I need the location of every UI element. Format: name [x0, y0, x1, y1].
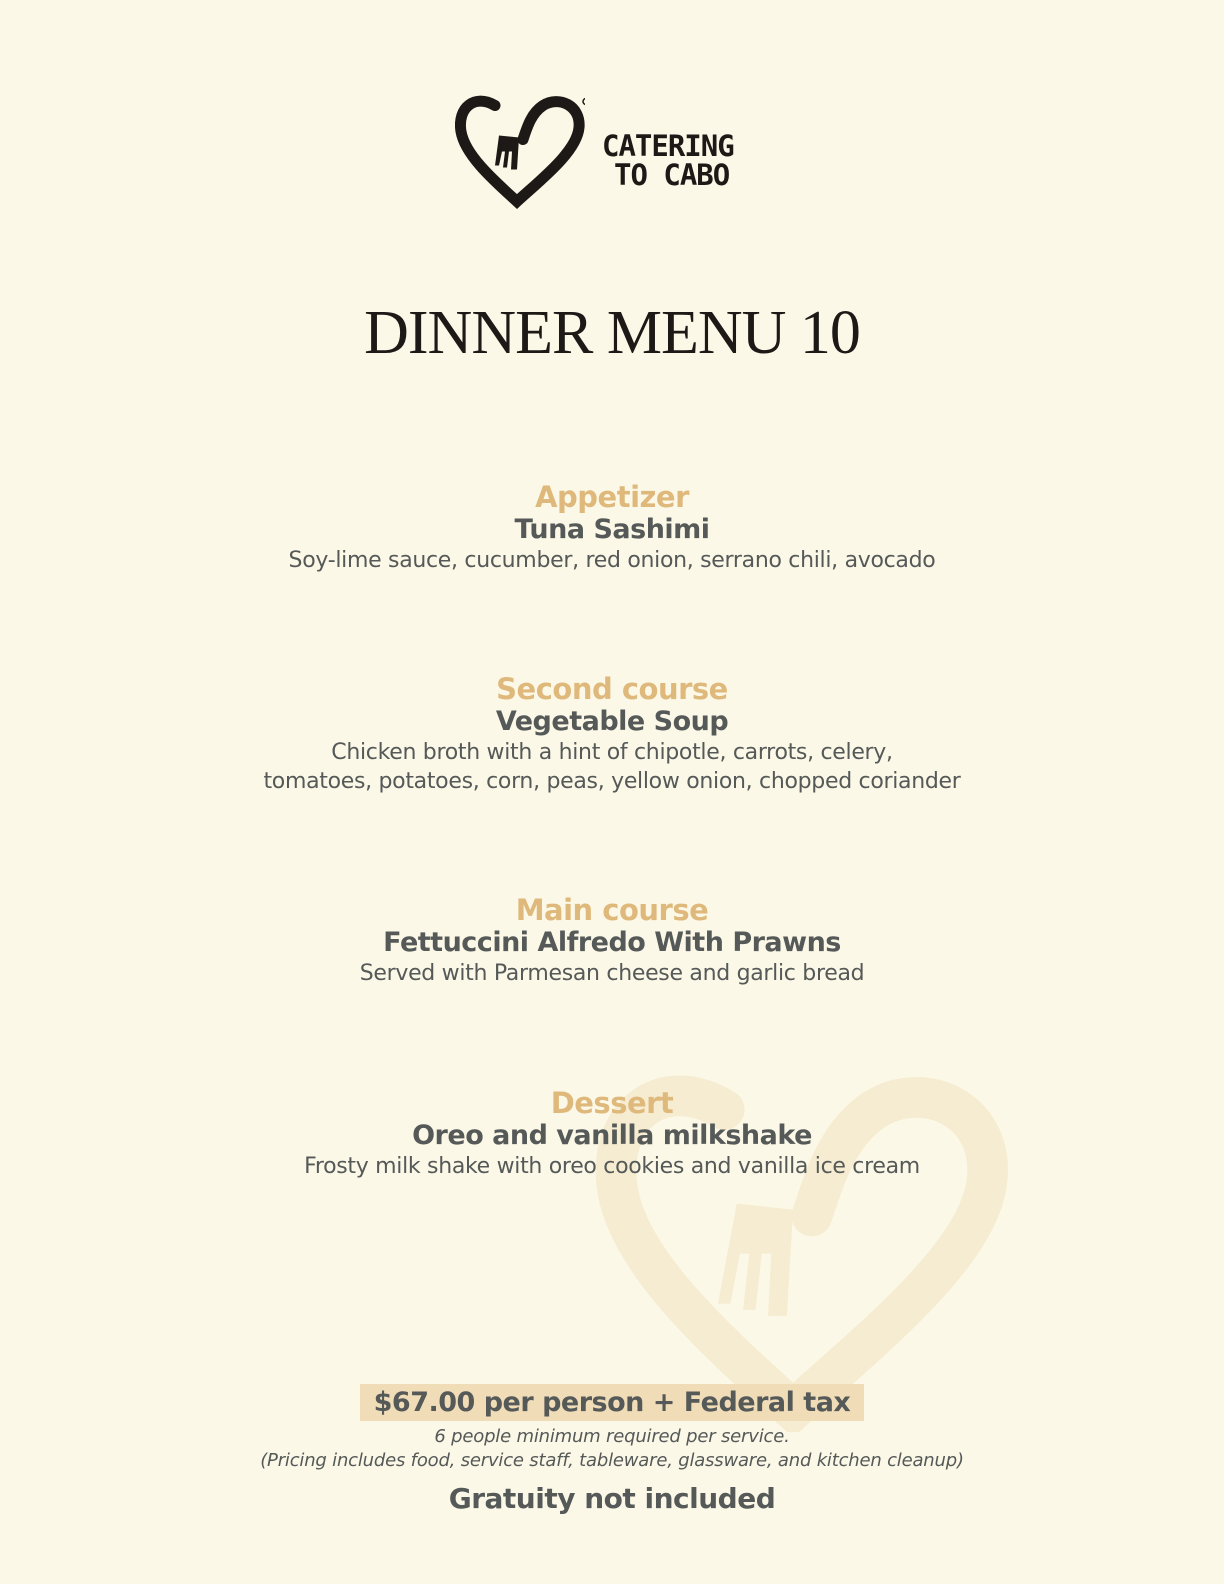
brand-line-1: CATERING [602, 129, 734, 163]
course-title: Main course [515, 893, 709, 927]
dish-description: tomatoes, potatoes, corn, peas, yellow onion, chopped coriander [263, 769, 961, 794]
course-title: Second course [496, 672, 728, 706]
page-title: DINNER MENU 10 [364, 299, 860, 367]
course-dessert [0, 1086, 1224, 1181]
gratuity-note: Gratuity not included [448, 1482, 776, 1515]
dish-name: Tuna Sashimi [514, 514, 710, 545]
course-title: Dessert [550, 1086, 674, 1120]
course-main [0, 893, 1224, 988]
course-title: Appetizer [535, 480, 689, 514]
dish-name: Fettuccini Alfredo With Prawns [383, 927, 841, 958]
price-badge: $67.00 per person + Federal tax [360, 1384, 865, 1421]
minimum-note: 6 people minimum required per service. [434, 1426, 790, 1447]
dish-description: Frosty milk shake with oreo cookies and vanilla ice cream [304, 1154, 920, 1179]
dish-description: Chicken broth with a hint of chipotle, carrots, celery, [331, 740, 893, 765]
course-second [0, 672, 1224, 796]
heart-fork-logo-icon [455, 92, 585, 210]
dish-name: Oreo and vanilla milkshake [412, 1120, 812, 1151]
dish-name: Vegetable Soup [495, 706, 729, 737]
pricing [0, 1384, 1224, 1473]
pricing-includes-note: (Pricing includes food, service staff, tableware, glassware, and kitchen cleanup) [260, 1450, 964, 1471]
dish-description: Soy-lime sauce, cucumber, red onion, serrano chili, avocado [288, 548, 936, 573]
brand-name [602, 129, 734, 192]
brand-line-2: TO CABO [614, 158, 730, 192]
course-appetizer [0, 480, 1224, 575]
dish-description: Served with Parmesan cheese and garlic bread [359, 961, 865, 986]
